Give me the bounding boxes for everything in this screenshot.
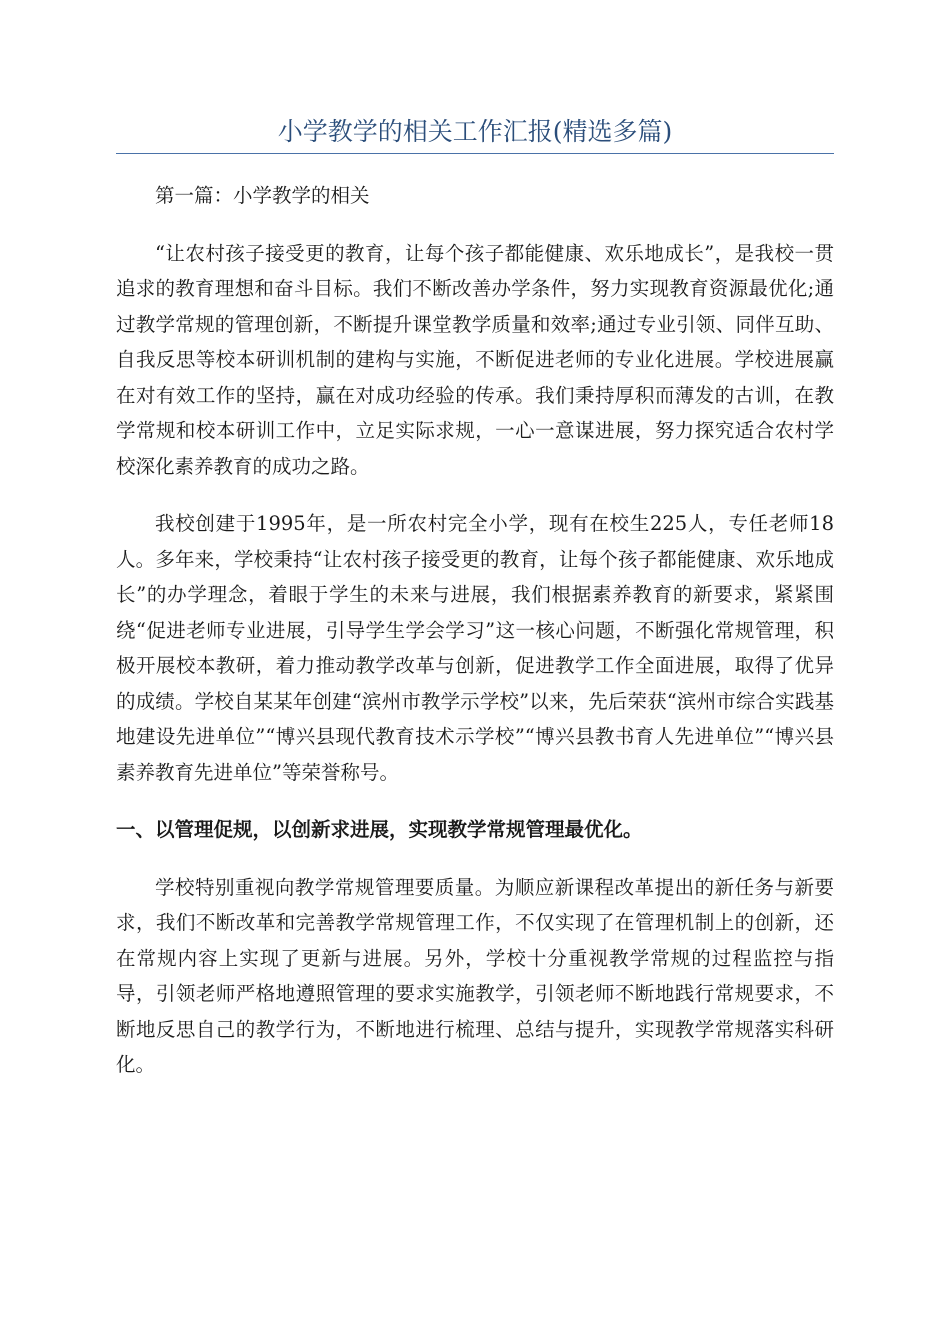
paragraph: 我校创建于1995年，是一所农村完全小学，现有在校生225人，专任老师18人。多年来，学校秉持“让农村孩子接受更的教育，让每个孩子都能健康、欢乐地成长”的办学理念，着眼于学生的未来与进展，我们根据素养教育的新要求，紧紧围绕“促进老师专业进展，引导学生学会学习”这一核心问题，不断强化常规管理，积极开展校本教研，着力推动教学改革与创新，促进教学工作全面进展，取得了优异的成绩。学校自某某年创建“滨州市教学示学校”以来，先后荣获“滨州市综合实践基地建设先进单位”“博兴县现代教育技术示学校”“博兴县教书育人先进单位”“博兴县素养教育先进单位”等荣誉称号。: [116, 512, 834, 784]
title-underline: [116, 153, 834, 154]
document-title: 小学教学的相关工作汇报(精选多篇): [277, 117, 673, 146]
document-body: [116, 178, 834, 1105]
section-heading: 一、以管理促规，以创新求进展，实现教学常规管理最优化。: [116, 818, 643, 841]
paragraph: 学校特别重视向教学常规管理要质量。为顺应新课程改革提出的新任务与新要求，我们不断改革和完善教学常规管理工作，不仅实现了在管理机制上的创新，还在常规内容上实现了更新与进展。另外，学校十分重视教学常规的过程监控与指导，引领老师严格地遵照管理的要求实施教学，引领老师不断地践行常规要求，不断地反思自己的教学行为，不断地进行梳理、总结与提升，实现教学常规落实科研化。: [116, 875, 834, 1076]
section-subheading: 第一篇：小学教学的相关: [155, 184, 370, 207]
paragraph: “让农村孩子接受更的教育，让每个孩子都能健康、欢乐地成长”，是我校一贯追求的教育理想和奋斗目标。我们不断改善办学条件，努力实现教育资源最优化;通过教学常规的管理创新，不断提升课堂教学质量和效率;通过专业引领、同伴互助、自我反思等校本研训机制的建构与实施，不断促进老师的专业化进展。学校进展赢在对有效工作的坚持，赢在对成功经验的传承。我们秉持厚积而薄发的古训，在教学常规和校本研训工作中，立足实际求规，一心一意谋进展，努力探究适合农村学校深化素养教育的成功之路。: [116, 241, 834, 478]
